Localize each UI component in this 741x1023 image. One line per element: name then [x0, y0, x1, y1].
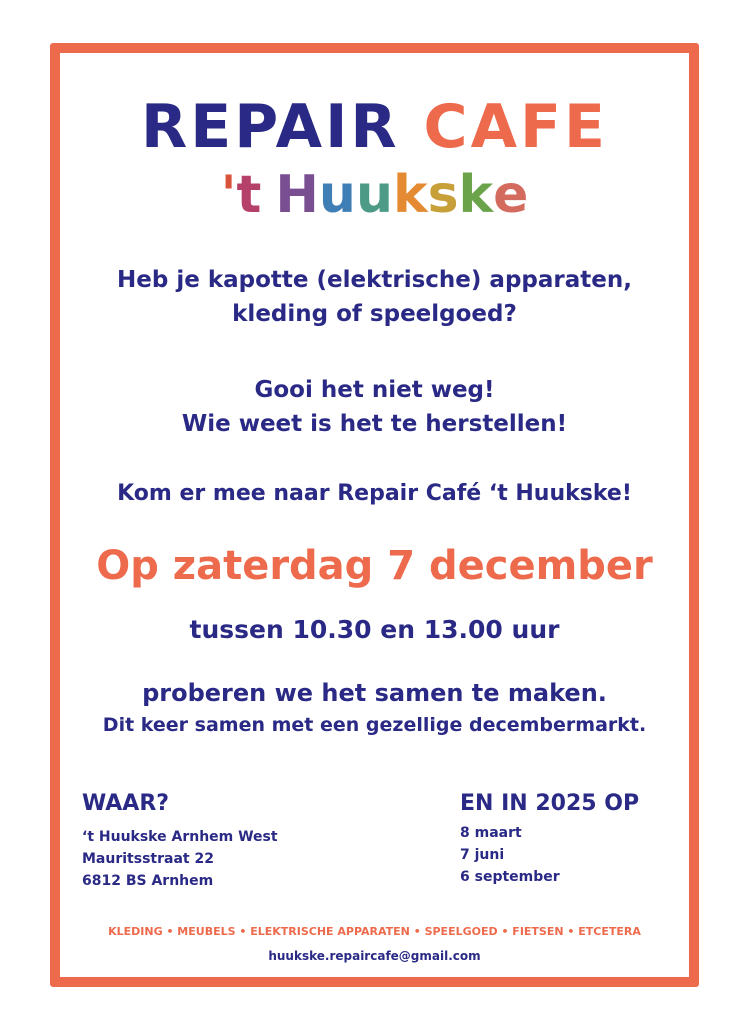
- extra-text: Dit keer samen met een gezellige decembermarkt.: [102, 714, 647, 736]
- logo-char: s: [427, 165, 459, 225]
- logo-char: ': [220, 165, 237, 225]
- location-street: Mauritsstraat 22: [82, 851, 214, 867]
- logo-char: u: [355, 165, 393, 225]
- logo-char: e: [493, 165, 529, 225]
- intro-question: [60, 263, 689, 331]
- upcoming-title: EN IN 2025 OP: [460, 791, 640, 816]
- email-link[interactable]: huukske.repaircafe@gmail.com: [268, 949, 481, 963]
- logo-char: H: [275, 165, 319, 225]
- logo-word-repair: REPAIR: [141, 92, 400, 162]
- location-title: WAAR?: [82, 791, 170, 816]
- location-city: 6812 BS Arnhem: [82, 873, 214, 889]
- slogan: [60, 373, 689, 441]
- event-time: tussen 10.30 en 13.00 uur: [189, 615, 560, 644]
- intro-line-1: Heb je kapotte (elektrische) apparaten,: [117, 267, 632, 293]
- categories-line: KLEDING • MEUBELS • ELEKTRISCHE APPARATEN • SPEELGOED • FIETSEN • ETCETERA: [108, 925, 641, 938]
- upcoming-date: 7 juni: [460, 847, 505, 863]
- location-name: ‘t Huukske Arnhem West: [82, 829, 278, 845]
- logo-word-cafe: CAFE: [423, 92, 608, 162]
- logo-char: k: [458, 165, 494, 225]
- slogan-line-1: Gooi het niet weg!: [254, 377, 495, 403]
- logo-char: t: [236, 165, 262, 225]
- upcoming-date: 6 september: [460, 869, 560, 885]
- invite-text: Kom er mee naar Repair Café ‘t Huukske!: [117, 481, 632, 506]
- event-date: Op zaterdag 7 december: [96, 543, 653, 589]
- slogan-line-2: Wie weet is het te herstellen!: [181, 411, 568, 437]
- logo-subtitle: [60, 165, 689, 225]
- upcoming-date: 8 maart: [460, 825, 522, 841]
- intro-line-2: kleding of speelgoed?: [232, 301, 517, 327]
- poster-frame: [50, 43, 699, 987]
- repair-cafe-logo: [60, 92, 689, 162]
- logo-char: k: [392, 165, 428, 225]
- logo-char: u: [318, 165, 356, 225]
- repair-text: proberen we het samen te maken.: [142, 679, 607, 707]
